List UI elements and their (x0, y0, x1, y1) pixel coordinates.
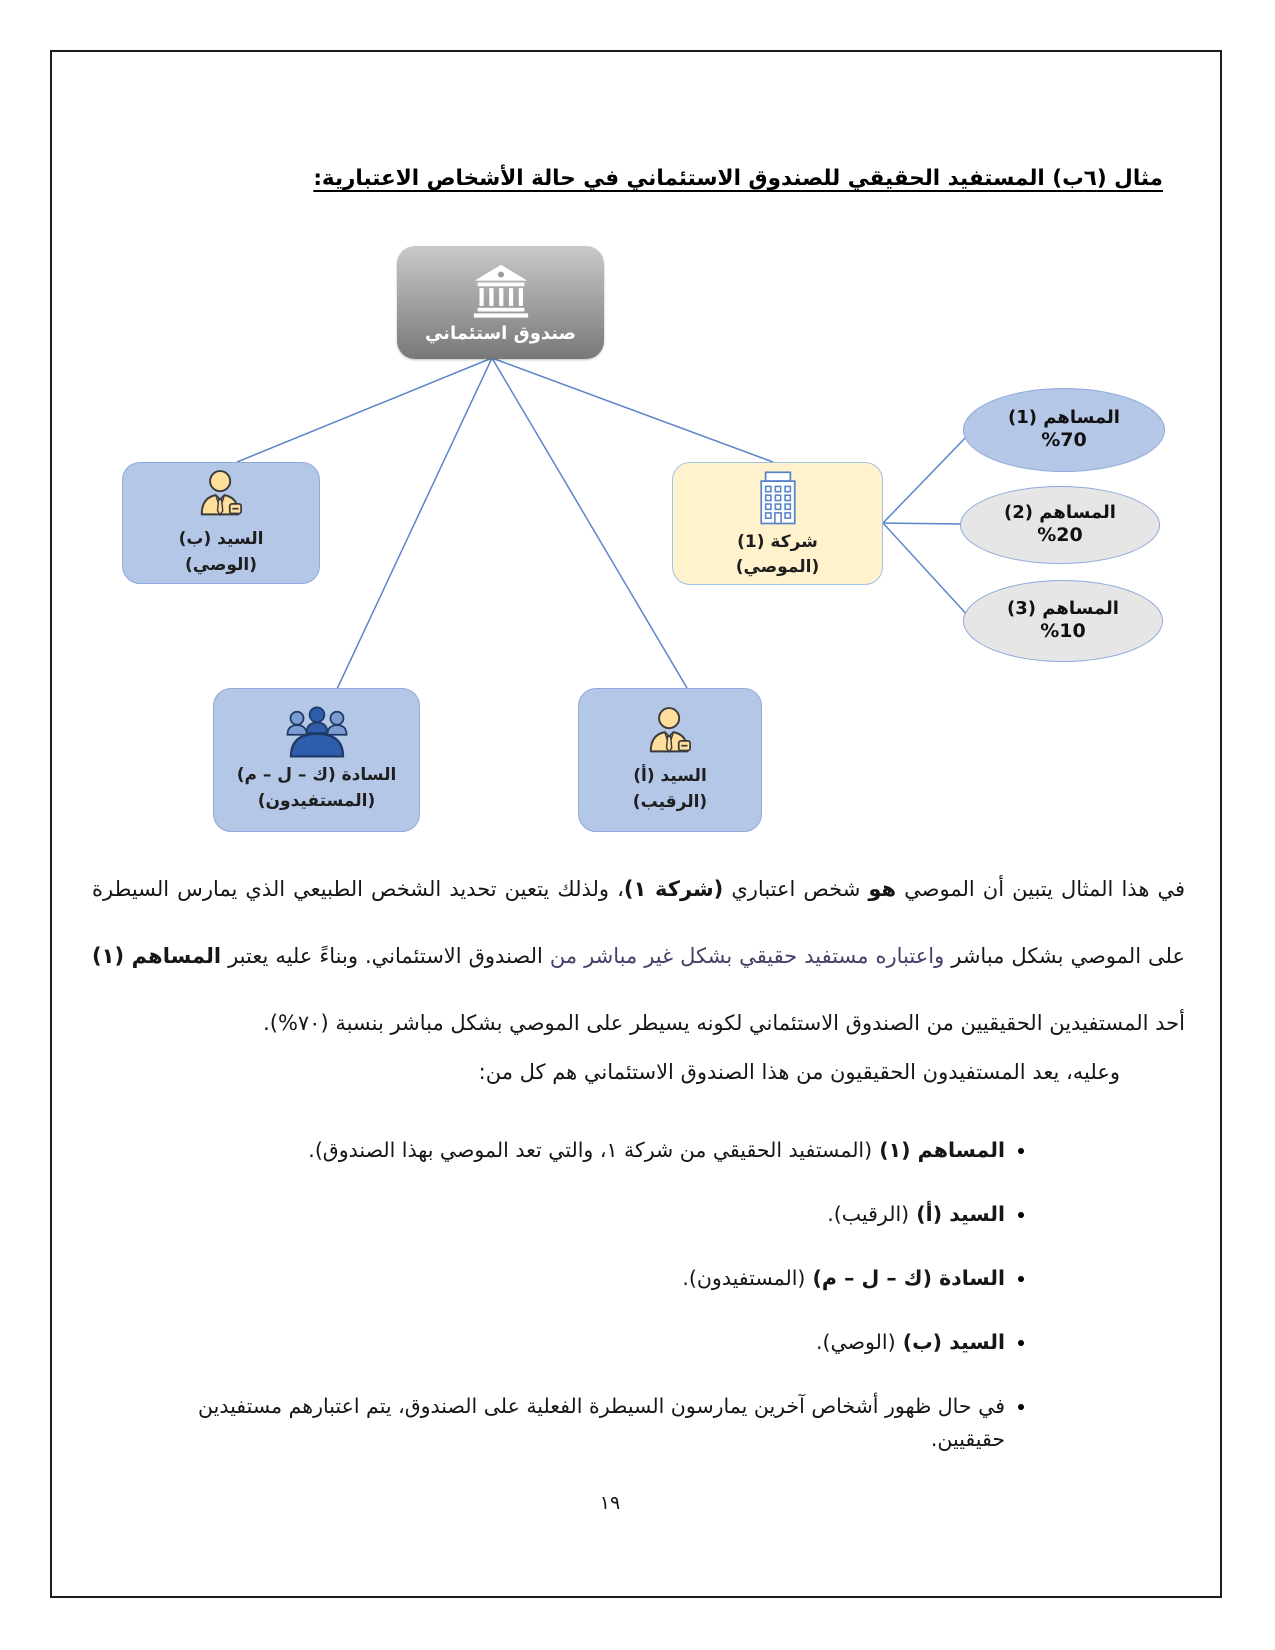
ellipse-shareholder-3 (963, 580, 1163, 662)
shareholder-percent: %10 (1040, 620, 1086, 643)
bullet-text: (الوصي). (816, 1330, 896, 1354)
node-label (179, 527, 264, 578)
paragraph-segment: أحد المستفيدين الحقيقيين من الصندوق الاستئماني لكونه يسيطر على الموصي بشكل مباشر بنسبة (٧٠%). (263, 1011, 1185, 1035)
node-beneficiaries (213, 688, 420, 832)
shareholder-percent: %20 (1037, 524, 1083, 547)
node-label-line1: السادة (ك – ل – م) (236, 765, 397, 785)
page-title: مثال (٦ب) المستفيد الحقيقي للصندوق الاستئماني في حالة الأشخاص الاعتبارية: (313, 166, 1163, 191)
person-icon (193, 468, 249, 524)
node-label-line1: السيد (أ) (633, 766, 707, 786)
shareholder-label: المساهم (2) (1004, 501, 1116, 523)
bullet-text: (الرقيب). (827, 1202, 910, 1226)
node-label-line2: (الرقيب) (632, 791, 708, 812)
paragraph-segment: واعتباره مستفيد حقيقي بشكل غير مباشر من (549, 944, 945, 968)
node-label (633, 764, 707, 815)
paragraph-segment: (شركة ١) (623, 877, 724, 901)
node-label-line2: (الموصي) (735, 557, 820, 577)
person-icon (642, 705, 698, 761)
page-number: ١٩ (599, 1492, 621, 1514)
bullet-text: في حال ظهور أشخاص آخرين يمارسون السيطرة الفعلية على الصندوق، يتم اعتبارهم مستفيدين حقيقيين. (198, 1394, 1005, 1451)
node-label-line2: (المستفيدون) (257, 790, 376, 811)
bullet-item (155, 1390, 1005, 1456)
node-trust-fund (397, 246, 604, 359)
paragraph-segment: ، ولذلك يتعين تحديد الشخص الطبيعي الذي يمارس السيطرة على الموصي بشكل مباشر (92, 877, 1186, 968)
ellipse-shareholder-1 (963, 388, 1165, 472)
node-trustee (122, 462, 320, 584)
bank-icon (471, 261, 531, 319)
bullet-item (155, 1326, 1005, 1359)
bullet-text: (المستفيدون). (682, 1266, 806, 1290)
group-icon (284, 706, 350, 760)
building-icon (752, 467, 804, 527)
paragraph-segment: في هذا المثال يتبين أن الموصي (896, 877, 1185, 901)
node-label-line2: (الوصي) (184, 554, 258, 575)
node-label (237, 763, 397, 814)
node-label-line1: شركة (1) (737, 531, 818, 552)
bullet-item (155, 1262, 1005, 1295)
bullet-lead: السادة (ك – ل – م) (805, 1266, 1005, 1290)
node-label-line1: السيد (ب) (178, 529, 264, 549)
node-company (672, 462, 883, 585)
shareholder-label: المساهم (1) (1008, 406, 1120, 428)
trust-fund-label: صندوق استئماني (424, 323, 577, 344)
bullet-lead: السيد (ب) (895, 1330, 1005, 1354)
paragraph-list-intro: وعليه، يعد المستفيدون الحقيقيون من هذا الصندوق الاستئماني هم كل من: (478, 1060, 1120, 1084)
paragraph-segment: شخص اعتباري (723, 877, 869, 901)
bullet-item (155, 1198, 1005, 1231)
bullet-text: (المستفيد الحقيقي من شركة ١، والتي تعد الموصي بهذا الصندوق). (308, 1138, 873, 1162)
ellipse-shareholder-2 (960, 486, 1160, 564)
bullet-list (155, 1134, 1027, 1487)
node-protector (578, 688, 762, 832)
paragraph-segment: هو (868, 877, 897, 901)
paragraph-segment: الصندوق الاستئماني. وبناءً عليه يعتبر (221, 944, 550, 968)
shareholder-label: المساهم (3) (1007, 597, 1119, 619)
bullet-lead: السيد (أ) (909, 1202, 1005, 1226)
bullet-item (155, 1134, 1005, 1167)
shareholder-percent: %70 (1041, 429, 1087, 452)
bullet-lead: المساهم (١) (872, 1138, 1005, 1162)
paragraph-main (92, 856, 1185, 1057)
node-label (736, 530, 819, 581)
paragraph-segment: المساهم (١) (92, 944, 222, 968)
